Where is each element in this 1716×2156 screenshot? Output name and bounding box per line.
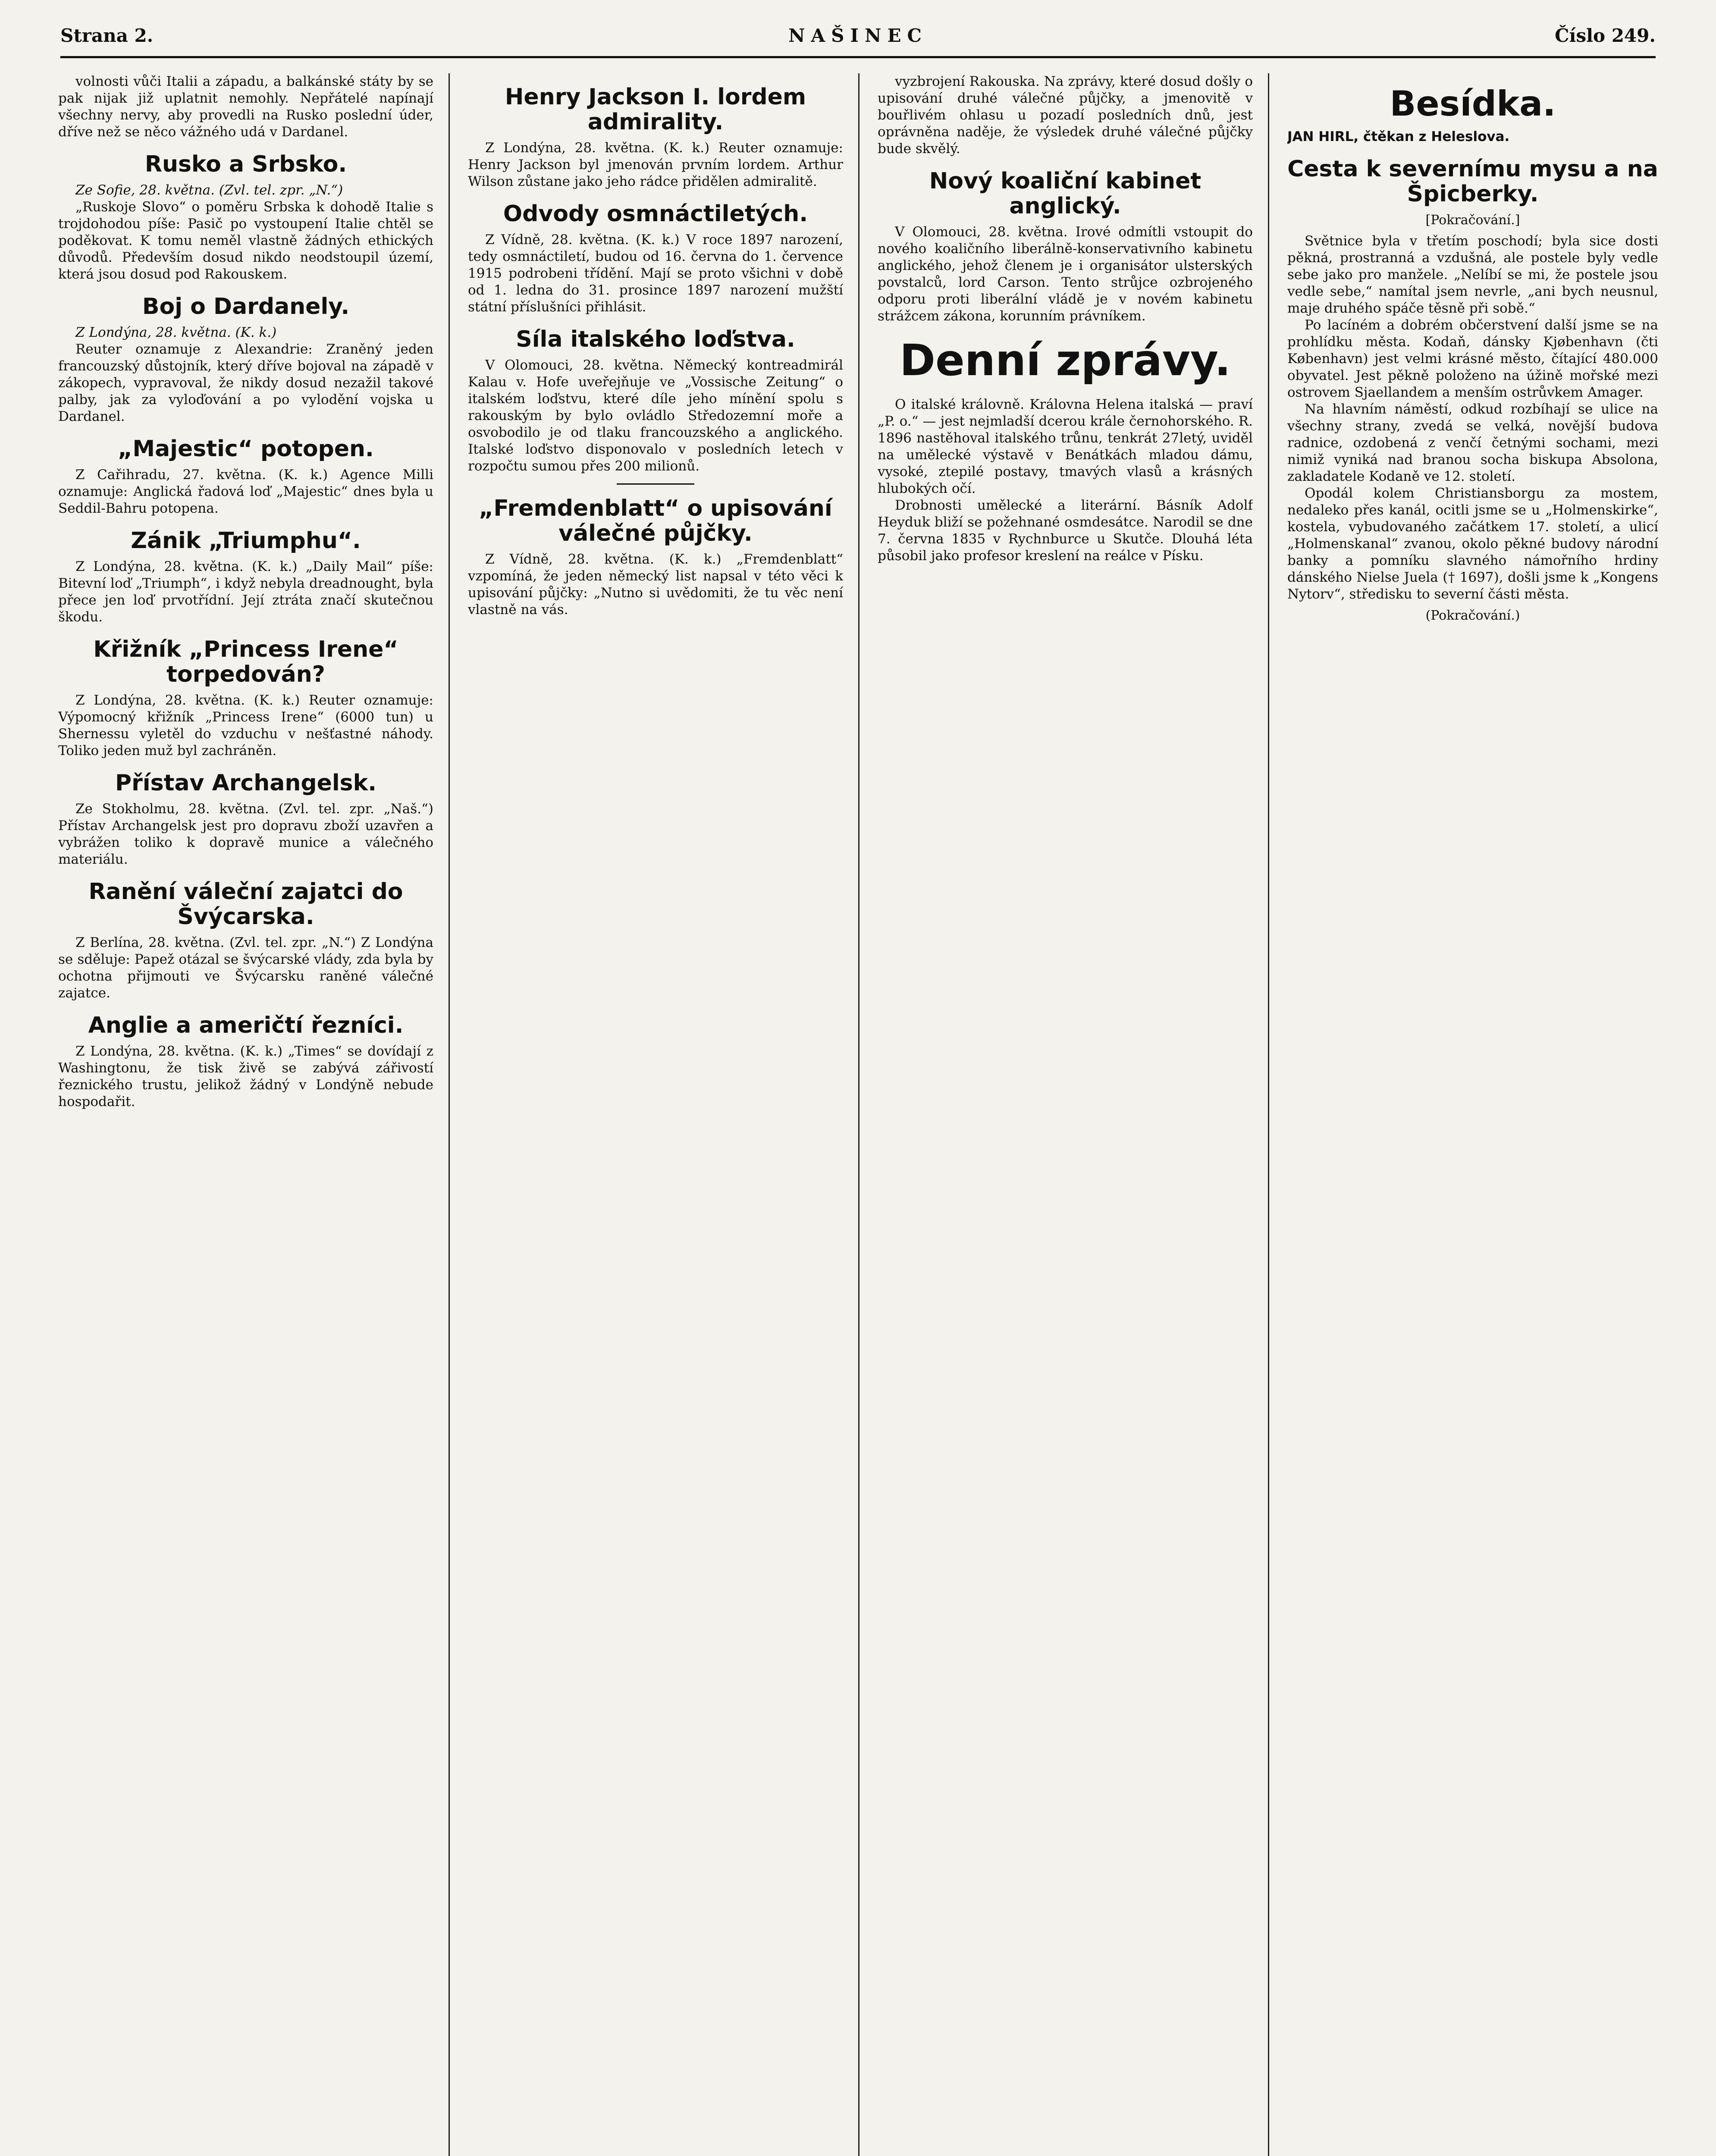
divider — [617, 483, 694, 485]
article-text: Na hlavním náměstí, odkud rozbíhají se ulice na všechny strany, zvedá se velká, novější budova radnice, ozdobená z venčí četnými sochami, mezi nimiž vyniká nad branou socha biskupa Absolona, zakladatele Kodaně ve 12. století. — [1287, 401, 1658, 484]
headline: Anglie a američtí řezníci. — [88, 1012, 404, 1038]
article-text: Z Vídně, 28. května. (K. k.) V roce 1897 narození, tedy osmnáctiletí, budou od 16. června do 1. července 1915 podrobeni třídění. Mají se proto všichni v době od 1. ledna do 31. prosince 1897 narození mužští státní příslušníci přihlásit. — [468, 232, 843, 315]
headline: Zánik „Triumphu“. — [131, 528, 361, 554]
page-header — [60, 17, 1656, 58]
column-rule — [449, 73, 450, 2156]
article-text: Z Londýna, 28. května. (K. k.) Reuter oznamuje: Výpomocný křižník „Princess Irene“ (6000 tun) u Shernessu vyletěl do vzduchu v nešťastné náhody. Toliko jeden muž byl zachráněn. — [58, 693, 433, 758]
dateline: Z Londýna, 28. května. (K. k.) — [75, 325, 277, 340]
article-text: Z Cařihradu, 27. května. (K. k.) Agence Milli oznamuje: Anglická řadová loď „Majestic“ dnes byla u Seddil-Bahru potopena. — [58, 467, 433, 516]
continuation-note: (Pokračování.) — [1425, 608, 1520, 623]
article-text: Z Londýna, 28. května. (K. k.) „Daily Mail“ píše: Bitevní loď „Triumph“, i když nebyla dreadnought, byla přece jen loď prvotřídní. Její ztráta značí skutečnou škodu. — [58, 559, 433, 625]
headline: Přístav Archangelsk. — [115, 770, 376, 796]
section-title: Denní zprávy. — [899, 335, 1231, 385]
column-rule — [858, 73, 860, 2156]
section-title: Besídka. — [1390, 84, 1556, 124]
article-text: Drobnosti umělecké a literární. Básník Adolf Heyduk bliží se požehnané osmdesátce. Narodil se dne 7. června 1835 v Rychnburce u Skutče. Dlouhá léta působil jako profesor kreslení na reálce v Písku. — [878, 498, 1253, 564]
column-3 — [878, 73, 1253, 2156]
headline: Křižník „Princess Irene“ torpedován? — [93, 636, 398, 687]
column-rule — [1268, 73, 1269, 2156]
article-text: Z Berlína, 28. května. (Zvl. tel. zpr. „N.“) Z Londýna se sděluje: Papež otázal se švýcarské vlády, zda byla by ochotna přijmouti ve Švýcarsku raněné válečné zajatce. — [58, 935, 433, 1001]
author-line: JAN HIRL, čtěkan z Heleslova. — [1287, 129, 1510, 144]
masthead-title: NAŠINEC — [788, 25, 928, 46]
headline: Henry Jackson I. lordem admirality. — [505, 84, 806, 135]
article-text: Po lacíném a dobrém občerstvení další jsme se na prohlídku města. Kodaň, dánsky Kjøbenhavn (čti København) jest velmi krásné město, čítající 480.000 obyvatel. Jest pěkně položeno na úžině mořské mezi ostrovem Sjaellandem a menším ostrůvkem Amager. — [1287, 317, 1658, 400]
headline: Ranění váleční zajatci do Švýcarska. — [88, 879, 403, 930]
headline: Cesta k severnímu mysu a na Špicberky. — [1287, 156, 1658, 207]
article-text: Opodál kolem Christiansborgu za mostem, nedaleko přes kanál, ocitli jsme se u „Holmenskirke“, kostela, vybudovaného začátkem 17. století, a ulicí „Holmenskanal“ zvanou, okolo pěkné budovy národní banky a pomníku slavného námořního hrdiny dánského Nielse Juela († 1697), došli jsme k „Kongens Nytorv“, středisku to severní části města. — [1287, 486, 1658, 602]
headline: „Majestic“ potopen. — [118, 436, 374, 462]
article-text: V Olomouci, 28. května. Irové odmítli vstoupit do nového koaličního liberálně-konservativního kabinetu anglického, jehož členem je i organisátor ulsterských povstalců, lord Carson. Tento strůjce ozbrojeného odporu proti liberální vládě je v novém kabinetu strážcem zákona, korunním právníkem. — [878, 224, 1253, 324]
page-number: Strana 2. — [60, 25, 154, 46]
headline: Rusko a Srbsko. — [144, 151, 347, 177]
column-2 — [468, 73, 843, 2156]
article-text: Z Londýna, 28. května. (K. k.) „Times“ se dovídají z Washingtonu, že tisk živě se zabývá zářivostí řeznického trustu, jelikož žádný v Londýně nebude hospodařit. — [58, 1044, 433, 1109]
continuation-note: [Pokračování.] — [1425, 213, 1520, 228]
column-1 — [58, 73, 433, 2156]
article-text: Ze Stokholmu, 28. května. (Zvl. tel. zpr. „Naš.“) Přístav Archangelsk jest pro dopravu zboží uzavřen a vybrážen toliko k dopravě munice a válečného materiálu. — [58, 801, 433, 867]
issue-number: Číslo 249. — [1555, 25, 1656, 46]
article-text: O italské královně. Královna Helena italská — praví „P. o.“ — jest nejmladší dcerou krále černohorského. R. 1896 nastěhoval italského trůnu, tenkrát 27letý, uviděl na umělecké výstavě v Benátkách mladou dámu, vysoké, ztepilé postavy, tmavých vlasů a krásných hlubokých očí. — [878, 397, 1253, 496]
dateline: Ze Sofie, 28. května. (Zvl. tel. zpr. „N.“) — [75, 182, 343, 198]
article-text: volnosti vůči Italii a západu, a balkánské státy by se pak nijak již uplatnit nemohly. Nepřátelé napínají všechny nervy, aby provedli na Rusko poslední úder, dříve než se něco vážného udá v Dardanel. — [58, 74, 433, 140]
article-text: Světnice byla v třetím poschodí; byla sice dosti pěkná, prostranná a vzdušná, ale postele byly vedle sebe jako pro manžele. „Nelíbí se mi, že postele jsou vedle sebe,“ namítal jsem nevrle, „ani bych neusnul, maje druhého spáče těsně při sobě.“ — [1287, 233, 1658, 316]
article-text: Z Vídně, 28. května. (K. k.) „Fremdenblatt“ vzpomíná, že jeden německý list napsal v této věci k upisování půjčky: „Nutno si uvědomiti, že tu věc není vlastně na vás. — [468, 552, 843, 617]
article-text: V Olomouci, 28. května. Německý kontreadmirál Kalau v. Hofe uveřejňuje ve „Vossische Zeitung“ o italském loďstvu, které díle jeho mínění spolu s rakouským by bylo ovládlo Středozemní moře a osvobodilo je od tlaku francouzského a anglického. Italské loďstvo disponovalo v posledních letech v rozpočtu sumou přes 200 milionů. — [468, 357, 843, 474]
column-4 — [1287, 73, 1658, 2156]
headline: Nový koaliční kabinet anglický. — [929, 168, 1202, 219]
article-text: Reuter oznamuje z Alexandrie: Zraněný jeden francouzský důstojník, který dříve bojoval na západě v zákopech, vypravoval, že nikdy dosud nezažil takové palby, jak za vyloďování a po vylodění vojska u Dardanel. — [58, 342, 433, 424]
headline: „Fremdenblatt“ o upisování válečné půjčky. — [479, 495, 832, 546]
headline: Boj o Dardanely. — [142, 294, 350, 320]
headline: Odvody osmnáctiletých. — [503, 201, 808, 227]
article-text: Z Londýna, 28. května. (K. k.) Reuter oznamuje: Henry Jackson byl jmenován prvním lordem. Arthur Wilson zůstane jako jeho rádce přidělen admiralitě. — [468, 140, 843, 189]
headline: Síla italského loďstva. — [516, 326, 795, 352]
article-text: „Ruskoje Slovo“ o poměru Srbska k dohodě Italie s trojdohodou píše: Pasič po vystoupení Italie chtěl se poděkovat. K tomu neměl vlastně žádných ethických důvodů. Především dosud nikdo neodstoupil území, která jsou dosud pod Rakouskem. — [58, 199, 433, 282]
article-text: vyzbrojení Rakouska. Na zprávy, které dosud došly o upisování druhé válečné půjčky, a jmenovitě v bouřlivém ohlasu u pozadí posledních dnů, jest oprávněna naděje, že výsledek druhé válečné půjčky bude skvělý. — [878, 74, 1253, 157]
